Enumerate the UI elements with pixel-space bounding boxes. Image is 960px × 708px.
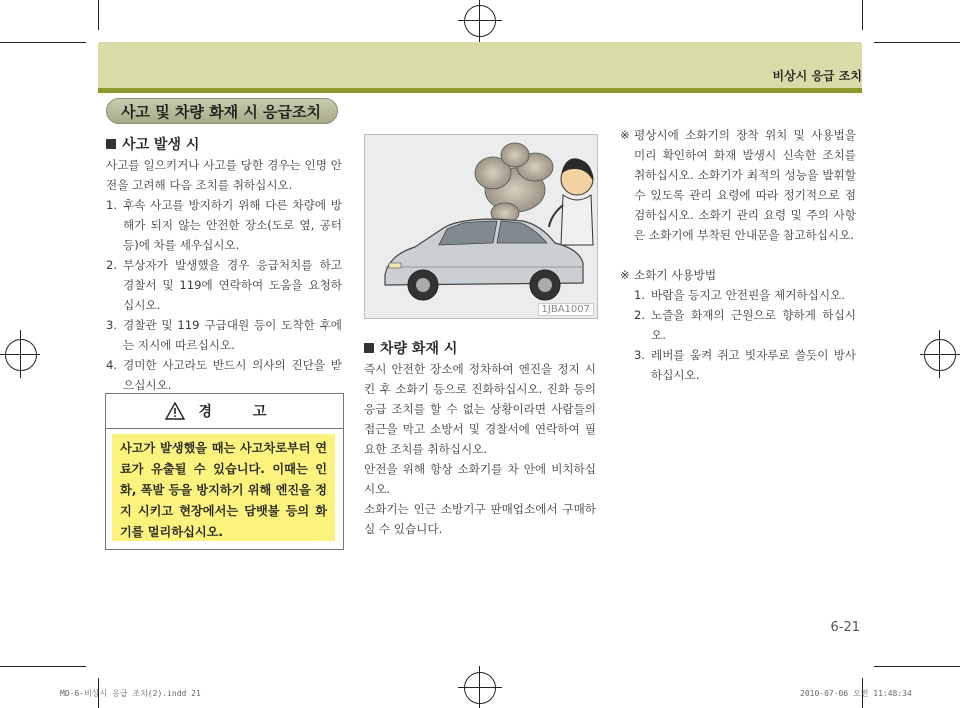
fire-paragraph-3: 소화기는 인근 소방기구 판매업소에서 구매하실 수 있습니다. bbox=[364, 502, 596, 536]
warning-title: 경 고 bbox=[198, 404, 285, 420]
footer-timestamp: 2010-07-06 오전 11:48:34 bbox=[800, 689, 912, 698]
header-band bbox=[98, 42, 862, 88]
list-item: 1. 후속 사고를 방지하기 위해 다른 차량에 방해가 되지 않는 안전한 장소(도로 옆, 공터 등)에 차를 세우십시오. bbox=[106, 198, 342, 252]
crop-mark bbox=[98, 0, 99, 30]
page-number: 6-21 bbox=[830, 620, 860, 635]
warning-triangle-icon bbox=[165, 402, 185, 420]
list-item: 3. 레버를 움켜 쥐고 빗자루로 쓸듯이 방사하십시오. bbox=[634, 348, 856, 382]
crop-mark bbox=[0, 42, 86, 43]
warning-box bbox=[105, 393, 344, 550]
list-item: 2. 부상자가 발생했을 경우 응급처치를 하고 경찰서 및 119에 연락하여 도움을 요청하십시오. bbox=[106, 258, 342, 312]
registration-mark-top bbox=[464, 5, 496, 37]
usage-title: 소화기 사용방법 bbox=[634, 268, 717, 282]
warning-body: 사고가 발생했을 때는 사고차로부터 연료가 유출될 수 있습니다. 이때는 인화, 폭발 등을 방지하기 위해 엔진을 정지 시키고 현장에서는 담뱃불 등의 화기를 멀리하십시오. bbox=[112, 434, 335, 541]
header-bar bbox=[98, 88, 862, 93]
square-bullet-icon bbox=[106, 139, 116, 149]
fire-heading-text: 차량 화재 시 bbox=[380, 341, 458, 357]
crop-mark bbox=[939, 330, 940, 378]
footer-filename: MD-6-비상시 응급 조치(2).indd 21 bbox=[60, 689, 201, 698]
registration-mark-bottom bbox=[464, 672, 496, 704]
crop-mark bbox=[862, 0, 863, 30]
usage-steps bbox=[634, 285, 856, 385]
registration-mark-right bbox=[924, 339, 956, 371]
crop-mark bbox=[874, 666, 960, 667]
list-item: 1. 바람을 등지고 안전핀을 제거하십시오. bbox=[634, 288, 845, 302]
car-illustration bbox=[365, 135, 597, 318]
reference-mark: ※ bbox=[620, 268, 630, 282]
reference-mark: ※ bbox=[620, 128, 630, 142]
registration-mark-left bbox=[5, 339, 37, 371]
list-item: 4. 경미한 사고라도 반드시 의사의 진단을 받으십시오. bbox=[106, 358, 342, 392]
section-title: 사고 및 차량 화재 시 응급조치 bbox=[106, 98, 338, 124]
square-bullet-icon bbox=[364, 343, 374, 353]
warning-header bbox=[106, 394, 343, 429]
list-item: 3. 경찰관 및 119 구급대원 등이 도착한 후에는 지시에 따르십시오. bbox=[106, 318, 342, 352]
fire-paragraph-2: 안전을 위해 항상 소화기를 차 안에 비치하십시오. bbox=[364, 462, 596, 496]
accident-intro: 사고를 일으키거나 사고를 당한 경우는 인명 안전을 고려해 다음 조치를 취하십시오. bbox=[106, 158, 342, 192]
accident-heading bbox=[106, 134, 199, 154]
car-fire-illustration bbox=[364, 134, 598, 319]
crop-mark bbox=[0, 666, 86, 667]
fire-heading bbox=[364, 338, 457, 358]
crop-mark bbox=[874, 42, 960, 43]
figure-code: 1JBA1007 bbox=[538, 303, 594, 316]
crop-mark bbox=[20, 330, 21, 378]
chapter-title: 비상시 응급 조치 bbox=[772, 69, 862, 83]
note-extinguisher-care: ※ 평상시에 소화기의 장착 위치 및 사용법을 미리 확인하여 화재 발생시 신속한 조치를 취하십시오. 소화기가 최적의 성능을 발휘할 수 있도록 관리 요령에 따라 정기적으로 점검하십시오. 소화기 관리 요령 및 주의 사항은 소화기에 부착된 안내문을 참고하십시오. bbox=[620, 125, 856, 245]
accident-heading-text: 사고 발생 시 bbox=[122, 137, 200, 153]
list-item: 2. 노즐을 화재의 근원으로 향하게 하십시오. bbox=[634, 308, 856, 342]
accident-steps bbox=[106, 195, 342, 395]
note-extinguisher-usage bbox=[620, 265, 856, 285]
fire-paragraph-1: 즉시 안전한 장소에 정차하여 엔진을 정지 시킨 후 소화기 등으로 진화하십시오. 진화 등의 응급 조치를 할 수 없는 상황이라면 사람들의 접근을 막고 소방서 및 경찰서에 연락하여 필요한 조치를 취하십시오. bbox=[364, 362, 596, 456]
crop-mark bbox=[458, 687, 502, 688]
